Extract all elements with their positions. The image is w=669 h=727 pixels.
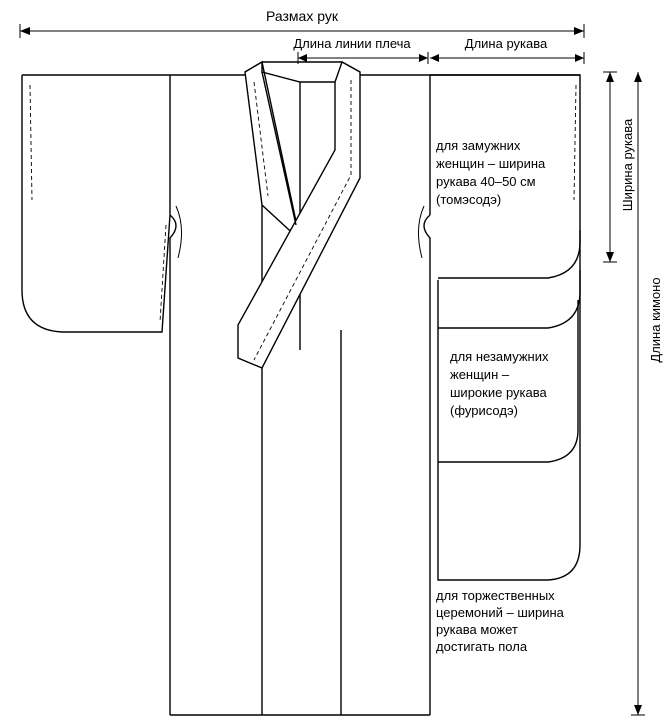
sleeve-length-label: Длина рукава [464, 36, 548, 51]
collar [238, 62, 360, 368]
annotation-married-line-1: для замужних [436, 138, 521, 153]
annotation-married-line-3: рукава 40–50 см [436, 174, 536, 189]
shoulder-length-label: Длина линии плеча [293, 36, 411, 51]
kimono-length-label: Длина кимоно [648, 277, 663, 363]
arm-span-dimension [20, 8, 584, 38]
annotation-unmarried-line-1: для незамужних [450, 349, 549, 364]
annotation-married-line-4: (томэсодэ) [436, 192, 502, 207]
sleeve-length-dimension [430, 36, 584, 64]
annotation-ceremonial-line-2: церемоний – ширина [436, 605, 564, 620]
annotation-unmarried-line-2: женщин – [450, 367, 510, 382]
arm-span-label: Размах рук [266, 8, 338, 24]
annotation-unmarried [450, 349, 549, 418]
annotation-ceremonial [436, 588, 565, 654]
sleeve-width-dimension [603, 72, 635, 262]
sleeve-width-label: Ширина рукава [620, 118, 635, 212]
annotation-unmarried-line-4: (фурисодэ) [450, 403, 519, 418]
annotation-ceremonial-line-3: рукава может [436, 622, 518, 637]
annotation-married-line-2: женщин – ширина [436, 156, 546, 171]
kimono-length-dimension [631, 72, 663, 715]
left-sleeve [22, 75, 170, 332]
annotation-ceremonial-line-1: для торжественных [436, 588, 555, 603]
annotation-ceremonial-line-4: достигать пола [436, 639, 528, 654]
annotation-married [436, 138, 546, 207]
shoulder-length-dimension [293, 36, 428, 64]
annotation-unmarried-line-3: широкие рукава [450, 385, 547, 400]
